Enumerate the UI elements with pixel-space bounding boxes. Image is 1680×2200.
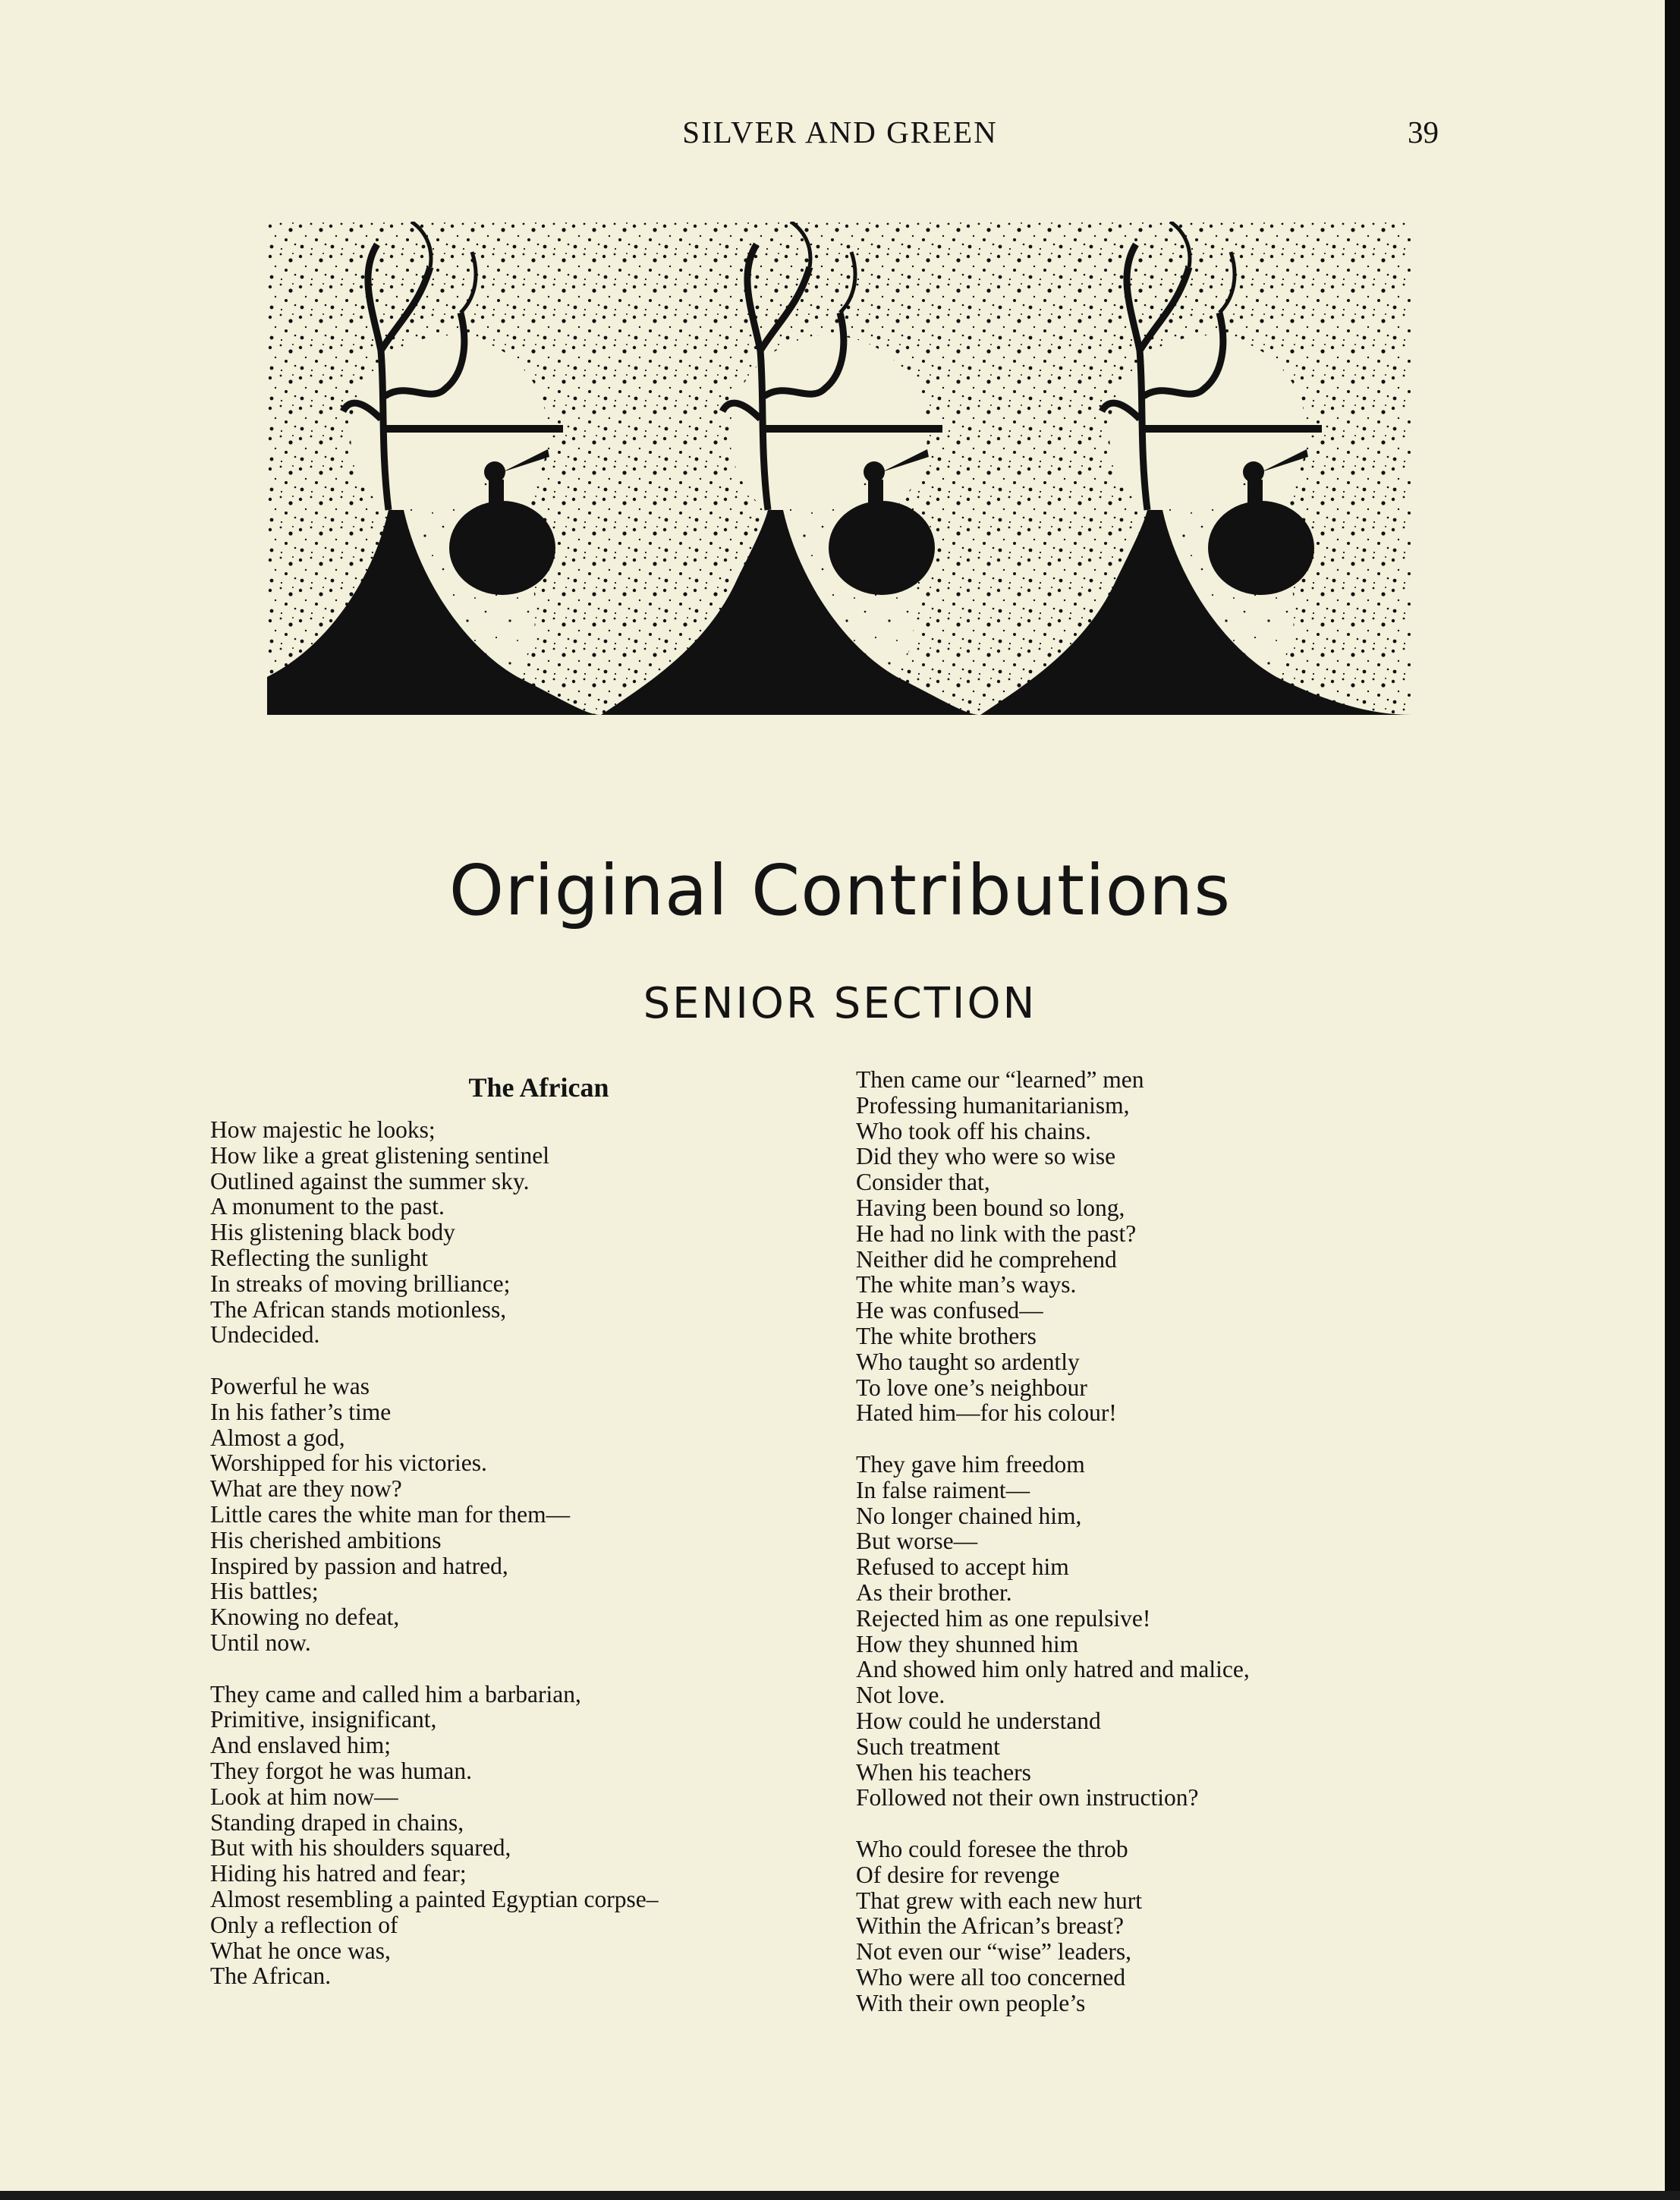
page-edge-shadow	[1665, 0, 1680, 2200]
poem-line: How they shunned him	[856, 1630, 1079, 1657]
poem-line: Knowing no defeat,	[210, 1604, 400, 1631]
stanza	[210, 1117, 840, 1348]
running-title: SILVER AND GREEN	[682, 115, 998, 149]
poem-line: That grew with each new hurt	[856, 1887, 1142, 1914]
poem-line: Until now.	[210, 1629, 311, 1656]
poem-line: How like a great glistening sentinel	[210, 1141, 550, 1169]
poem-line: What are they now?	[210, 1475, 402, 1503]
page-edge-bottom-shadow	[0, 2191, 1680, 2200]
poem-line: The white brothers	[856, 1322, 1037, 1349]
poem-title: The African	[468, 1072, 609, 1103]
poem-line: In his father’s time	[210, 1398, 392, 1425]
poem-line: With their own people’s	[856, 1989, 1086, 2016]
poem-line: How majestic he looks;	[210, 1116, 436, 1143]
stanza	[856, 1836, 1463, 2016]
poem-line: He had no link with the past?	[856, 1220, 1137, 1247]
poem-line: Who took off his chains.	[856, 1117, 1092, 1144]
poem-line: In false raiment—	[856, 1476, 1030, 1503]
page-number: 39	[1408, 115, 1439, 149]
poem-line: Outlined against the summer sky.	[210, 1167, 530, 1194]
poem-line: A monument to the past.	[210, 1193, 445, 1220]
poem-line: Then came our “learned” men	[856, 1066, 1144, 1093]
poem-left-column	[210, 1117, 840, 2015]
poem-line: Rejected him as one repulsive!	[856, 1604, 1151, 1632]
poem-line: Within the African’s breast?	[856, 1912, 1124, 1940]
poem-line: To love one’s neighbour	[856, 1374, 1087, 1401]
poem-line: The white man’s ways.	[856, 1271, 1077, 1298]
poem-line: They gave him freedom	[856, 1450, 1085, 1478]
poem-line: And enslaved him;	[210, 1732, 391, 1759]
poem-right-column	[856, 1067, 1463, 2041]
poem-line: Standing draped in chains,	[210, 1808, 464, 1836]
poem-line: He was confused—	[856, 1297, 1043, 1324]
poem-line: The African stands motionless,	[210, 1295, 507, 1323]
poem-line: Not even our “wise” leaders,	[856, 1938, 1131, 1966]
poem-line: Reflecting the sunlight	[210, 1244, 428, 1271]
poem-line: Worshipped for his victories.	[210, 1449, 487, 1477]
poem-line: Hated him—for his colour!	[856, 1399, 1117, 1427]
poem-line: They forgot he was human.	[210, 1757, 472, 1784]
poem-line: What he once was,	[210, 1937, 391, 1964]
poem-line: Who could foresee the throb	[856, 1835, 1128, 1862]
poem-line: Did they who were so wise	[856, 1143, 1116, 1170]
poem-line: Inspired by passion and hatred,	[210, 1552, 508, 1579]
poem-line: Neither did he comprehend	[856, 1245, 1117, 1273]
poem-line: Refused to accept him	[856, 1553, 1069, 1581]
stanza	[856, 1452, 1463, 1811]
poem-line: Powerful he was	[210, 1372, 370, 1399]
poem-line: No longer chained him,	[856, 1502, 1082, 1529]
poem-line: The African.	[210, 1962, 332, 1990]
poem-line: In streaks of moving brilliance;	[210, 1270, 511, 1297]
poem-line: Hiding his hatred and fear;	[210, 1860, 467, 1887]
poem-line: His glistening black body	[210, 1219, 455, 1246]
poem-line: His battles;	[210, 1578, 319, 1605]
poem-line: Little cares the white man for them—	[210, 1500, 571, 1528]
poem-line: Not love.	[856, 1682, 945, 1709]
poem-line: Primitive, insignificant,	[210, 1706, 437, 1733]
section-subheading: SENIOR SECTION	[643, 979, 1037, 1028]
poem-line: As their brother.	[856, 1578, 1012, 1606]
poem-line: Such treatment	[856, 1733, 1000, 1760]
woodcut-illustration	[267, 222, 1411, 715]
stanza	[856, 1067, 1463, 1426]
poem-line: And showed him only hatred and malice,	[856, 1656, 1250, 1683]
poem-line: Almost a god,	[210, 1424, 345, 1451]
poem-line: Look at him now—	[210, 1783, 398, 1810]
stanza	[210, 1374, 840, 1656]
poem-line: Who taught so ardently	[856, 1348, 1080, 1375]
stanza	[210, 1682, 840, 1990]
poem-line: Professing humanitarianism,	[856, 1091, 1130, 1119]
poem-line: Almost resembling a painted Egyptian corpse–	[210, 1885, 659, 1912]
poem-line: But worse—	[856, 1528, 978, 1555]
poem-line: Only a reflection of	[210, 1911, 398, 1938]
poem-line: His cherished ambitions	[210, 1526, 442, 1553]
poem-line: Of desire for revenge	[856, 1861, 1060, 1888]
poem-line: They came and called him a barbarian,	[210, 1680, 581, 1707]
section-heading: Original Contributions	[448, 850, 1232, 931]
poem-line: How could he understand	[856, 1707, 1101, 1734]
poem-line: When his teachers	[856, 1758, 1031, 1786]
poem-line: Who were all too concerned	[856, 1963, 1126, 1991]
poem-line: Followed not their own instruction?	[856, 1784, 1199, 1811]
poem-line: Undecided.	[210, 1321, 320, 1349]
poem-line: Consider that,	[856, 1169, 990, 1196]
poem-line: But with his shoulders squared,	[210, 1834, 511, 1862]
poem-line: Having been bound so long,	[856, 1194, 1125, 1221]
